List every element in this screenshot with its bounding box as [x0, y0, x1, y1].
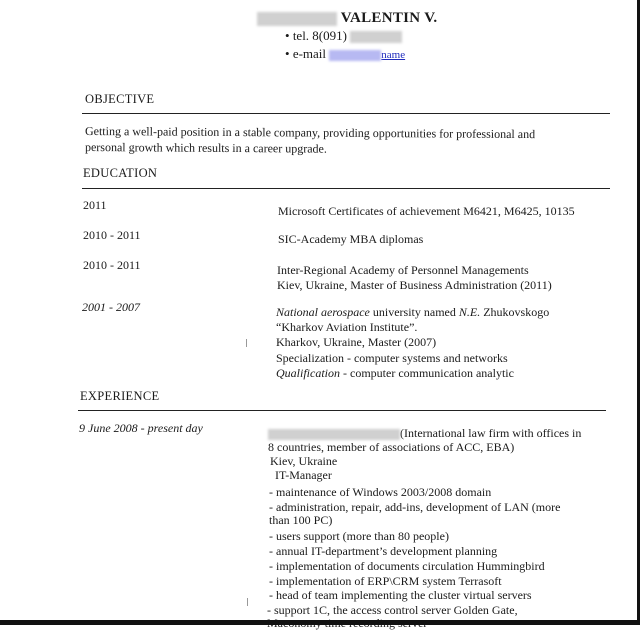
duty-item: - support 1C, the access control server Golden Gate, [267, 603, 518, 617]
experience-date: 9 June 2008 - present day [79, 421, 203, 435]
institution-text: university named [369, 305, 459, 319]
education-date: 2001 - 2007 [82, 300, 140, 314]
institution-italic: N.E. [458, 305, 481, 319]
scan-mark [246, 339, 247, 347]
objective-text-1: Getting a well-paid position in a stable company, providing opportunities for professional and [84, 124, 536, 142]
scan-mark [247, 598, 248, 606]
company-location: Kiev, Ukraine [270, 454, 338, 468]
duty-item: - users support (more than 80 people) [269, 529, 449, 543]
education-line: Microsoft Certificates of achievement M6421, M6425, 10135 [278, 204, 575, 218]
candidate-name [257, 10, 437, 27]
company-desc: 8 countries, member of associations of ACC, EBA) [268, 440, 515, 454]
education-line: Kharkov, Ukraine, Master (2007) [276, 335, 437, 349]
qualification-italic: Qualification [276, 366, 340, 380]
institution-italic: National aerospace [276, 305, 370, 319]
education-date: 2011 [83, 198, 107, 212]
education-line [276, 366, 514, 382]
email-label: e-mail [292, 46, 327, 61]
redacted-phone [350, 31, 402, 43]
duty-item: - annual IT-department’s development planning [269, 544, 498, 558]
redacted-company [268, 429, 400, 440]
objective-rule [82, 113, 610, 114]
education-line [276, 305, 549, 321]
bullet: • [285, 28, 290, 43]
education-line: SIC-Academy MBA diplomas [278, 232, 424, 246]
education-line: Inter-Regional Academy of Personnel Managements [277, 263, 529, 277]
experience-heading: EXPERIENCE [80, 389, 160, 403]
education-date: 2010 - 2011 [83, 258, 141, 272]
education-line: “Kharkov Aviation Institute”. [276, 320, 418, 334]
company-desc: (International law firm with offices in [400, 426, 582, 440]
objective-heading: OBJECTIVE [85, 92, 155, 106]
scan-edge-bottom [0, 620, 640, 625]
institution-text: Zhukovskogo [480, 305, 550, 319]
job-title: IT-Manager [275, 468, 332, 482]
duty-item: - maintenance of Windows 2003/2008 domain [269, 485, 492, 499]
education-rule [82, 188, 610, 189]
education-line: Specialization - computer systems and networks [276, 351, 508, 365]
education-heading: EDUCATION [83, 166, 158, 180]
duty-item: - administration, repair, add-ins, development of LAN (more [269, 500, 561, 514]
duty-item: than 100 PC) [269, 513, 333, 527]
redacted-email [329, 50, 381, 61]
duty-item: - implementation of ERP\CRM system Terrasoft [269, 574, 502, 588]
duty-item: - implementation of documents circulation Hummingbird [269, 559, 545, 573]
objective-text-2: personal growth which results in a career upgrade. [84, 140, 327, 156]
name-text: VALENTIN V. [340, 10, 438, 26]
duty-item: - head of team implementing the cluster virtual servers [269, 588, 532, 602]
phone-text: tel. 8(091) [292, 28, 347, 43]
email-line [285, 46, 405, 62]
redacted-surname [257, 12, 337, 26]
phone-line [285, 28, 402, 44]
education-date: 2010 - 2011 [83, 228, 141, 242]
qualification-text: - computer communication analytic [340, 366, 514, 380]
education-line: Kiev, Ukraine, Master of Business Administration (2011) [277, 278, 552, 292]
experience-rule [78, 410, 606, 411]
bullet: • [285, 46, 290, 61]
email-link[interactable]: name [381, 49, 406, 61]
